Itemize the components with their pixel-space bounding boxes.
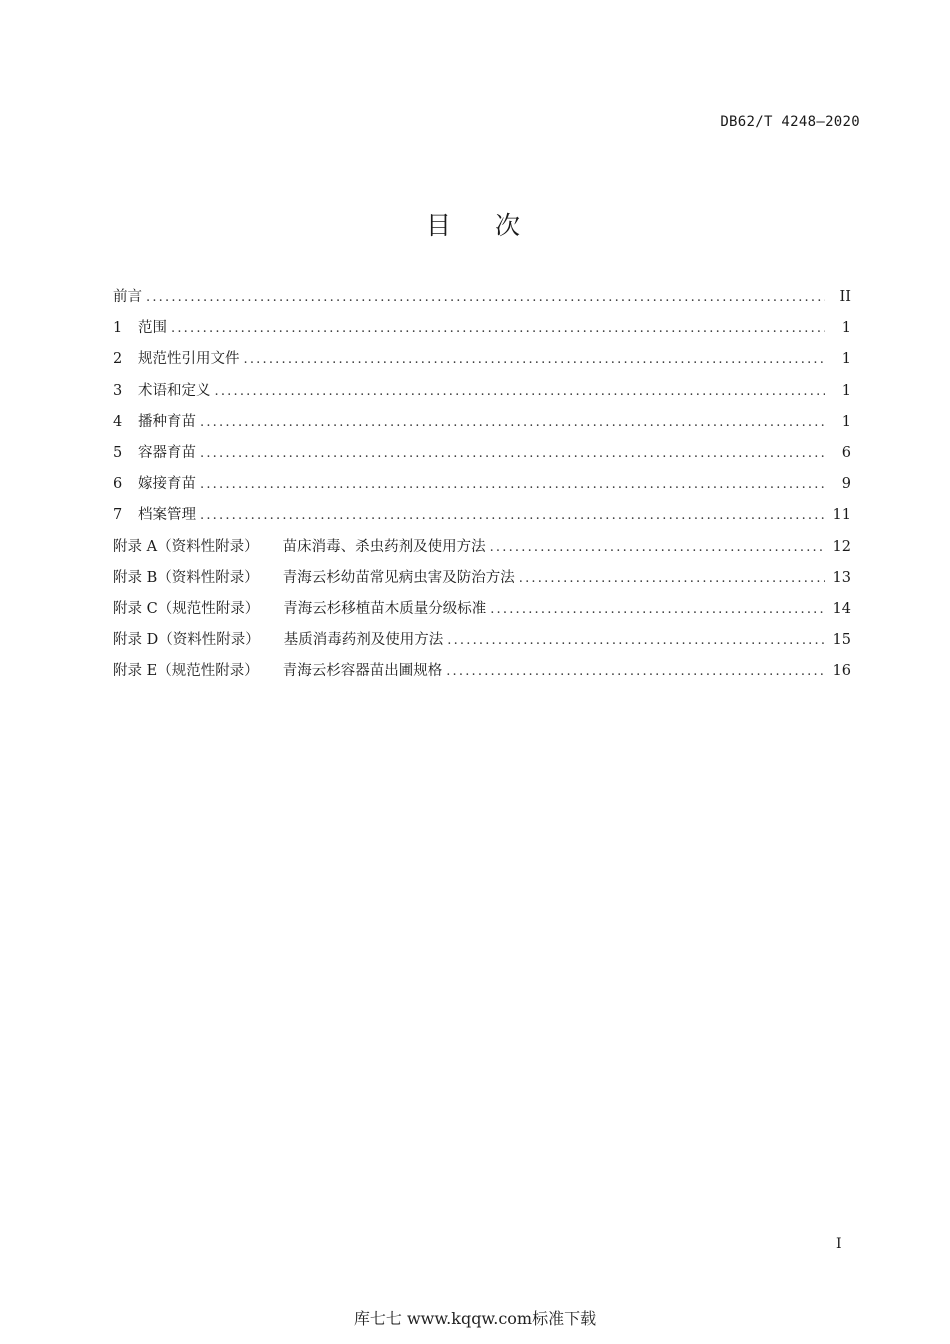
toc-entry-4[interactable] [113, 410, 851, 441]
toc-entry-label: 嫁接育苗 [138, 476, 196, 493]
toc-entry-5[interactable] [113, 441, 851, 472]
toc-entry-7[interactable] [113, 503, 851, 534]
toc-entry-page: 13 [832, 569, 851, 586]
toc-entry-label: 术语和定义 [138, 382, 211, 399]
toc-entry-page: 12 [832, 538, 851, 555]
toc-entry-number: 3 [113, 382, 123, 399]
toc-dot-leader [171, 321, 825, 336]
toc-entry-page: 16 [832, 663, 851, 680]
toc-entry-label: 青海云杉移植苗木质量分级标准 [283, 600, 487, 617]
toc-entry-number: 1 [113, 320, 123, 337]
toc-entry-page: 1 [841, 320, 851, 337]
toc-entry-label: 规范性引用文件 [138, 351, 240, 368]
toc-entry-number: 7 [113, 507, 123, 524]
toc-dot-leader [490, 540, 825, 555]
toc-entry-6[interactable] [113, 472, 851, 503]
toc-dot-leader [146, 290, 825, 305]
footer-watermark: 库七七 www.kqqw.com标准下载 [353, 1309, 597, 1328]
toc-entry-annex-b[interactable] [113, 566, 851, 597]
toc-entry-page: 1 [841, 382, 851, 399]
toc-entry-annex-c[interactable] [113, 597, 851, 628]
toc-annex-prefix: 附录 E（规范性附录） [113, 663, 259, 680]
toc-entry-1[interactable] [113, 316, 851, 347]
toc-dot-leader [200, 446, 825, 461]
toc-entry-number: 2 [113, 351, 123, 368]
toc-entry-number: 6 [113, 476, 123, 493]
toc-entry-page: 15 [832, 632, 851, 649]
toc-entry-page: 1 [841, 413, 851, 430]
standard-number: DB62/T 4248—2020 [720, 114, 860, 130]
toc-entry-label: 档案管理 [138, 507, 196, 524]
toc-entry-page: 11 [832, 507, 851, 524]
toc-entry-label: 苗床消毒、杀虫药剂及使用方法 [282, 538, 486, 555]
toc-dot-leader [200, 508, 825, 523]
toc-entry-label: 青海云杉容器苗出圃规格 [282, 663, 443, 680]
toc-entry-annex-d[interactable] [113, 628, 851, 659]
toc-entry-number: 4 [113, 413, 123, 430]
toc-entry-page: 9 [841, 476, 851, 493]
toc-entry-number: 5 [113, 444, 123, 461]
toc-entry-page: 6 [841, 444, 851, 461]
toc-entry-label: 播种育苗 [138, 413, 196, 430]
toc-dot-leader [244, 352, 826, 367]
toc-dot-leader [200, 415, 825, 430]
toc-annex-prefix: 附录 B（资料性附录） [113, 569, 259, 586]
toc-dot-leader [200, 477, 825, 492]
toc-annex-prefix: 附录 D（资料性附录） [113, 632, 260, 649]
toc-entry-annex-a[interactable] [113, 535, 851, 566]
toc-entry-annex-e[interactable] [113, 659, 851, 690]
toc-entry-label: 基质消毒药剂及使用方法 [283, 632, 444, 649]
toc-entry-page: 1 [841, 351, 851, 368]
toc-entry-label: 前言 [113, 289, 142, 305]
toc-entry-2[interactable] [113, 347, 851, 378]
toc-dot-leader [490, 602, 825, 617]
toc-entry-3[interactable] [113, 379, 851, 410]
toc-entry-page: II [839, 289, 851, 305]
toc-dot-leader [447, 633, 825, 648]
toc-dot-leader [519, 571, 825, 586]
toc-entry-page: 14 [832, 600, 851, 617]
toc-entry-label: 容器育苗 [138, 444, 196, 461]
toc-annex-prefix: 附录 C（规范性附录） [113, 600, 260, 617]
toc-entry-foreword[interactable] [113, 285, 851, 316]
toc-annex-prefix: 附录 A（资料性附录） [113, 538, 259, 555]
toc-dot-leader [446, 664, 825, 679]
page-title: 目次 [425, 211, 564, 240]
toc-entry-label: 范围 [138, 320, 167, 337]
table-of-contents [113, 285, 851, 690]
page-number: I [836, 1236, 842, 1252]
toc-dot-leader [215, 384, 826, 399]
toc-entry-label: 青海云杉幼苗常见病虫害及防治方法 [282, 569, 515, 586]
